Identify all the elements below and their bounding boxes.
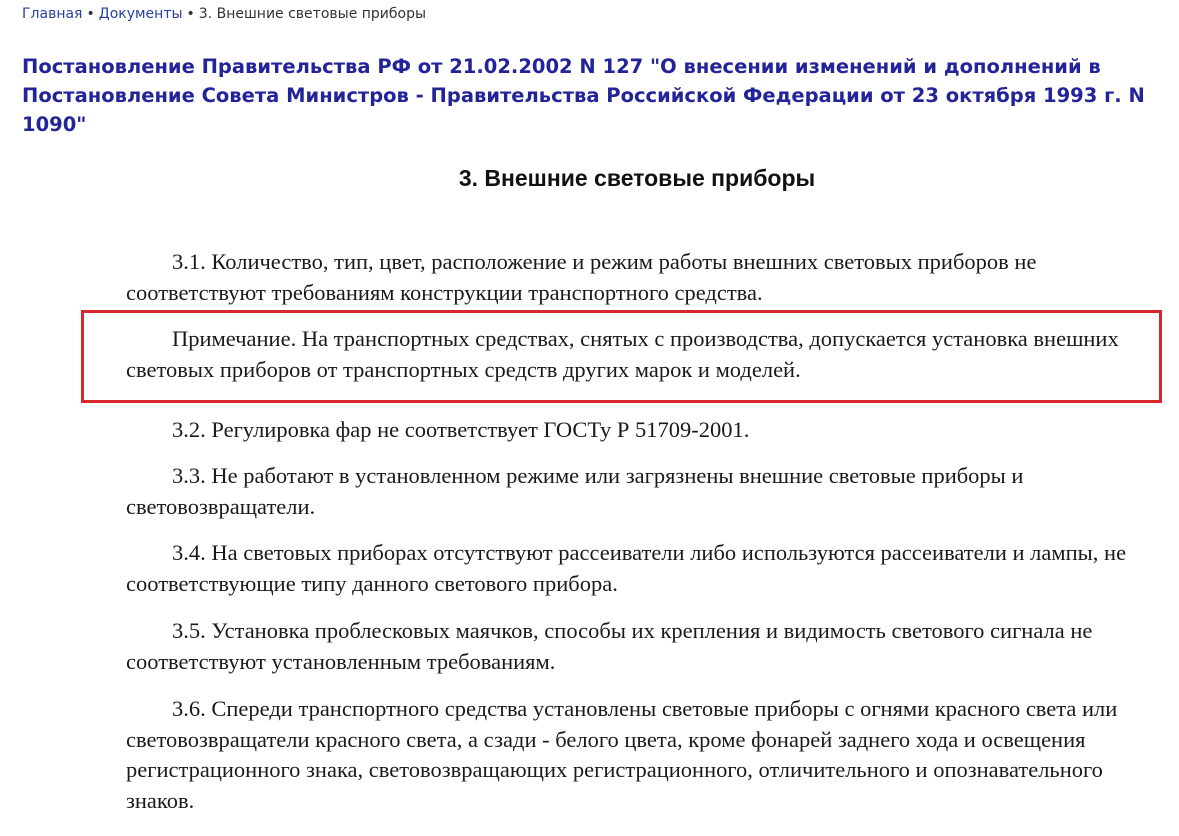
- paragraph-3-1: 3.1. Количество, тип, цвет, расположение и режим работы внешних световых приборов не соответствуют требованиям конструкции транспортного средства.: [126, 249, 1037, 305]
- breadcrumb-separator: •: [186, 6, 195, 22]
- paragraph-note: Примечание. На транспортных средствах, снятых с производства, допускается установка внешних световых приборов от транспортных средств других марок и моделей.: [126, 326, 1119, 382]
- breadcrumb-separator: •: [86, 6, 95, 22]
- breadcrumb-home-link[interactable]: Главная: [22, 6, 83, 22]
- document-title: Постановление Правительства РФ от 21.02.2002 N 127 "О внесении изменений и дополнений в Постановление Совета Министров - Правительства Российской Федерации от 23 октября 1993 г. N 1090": [22, 55, 1145, 136]
- breadcrumb-current: 3. Внешние световые приборы: [198, 6, 427, 22]
- breadcrumb: [22, 6, 426, 22]
- paragraph-3-6: 3.6. Спереди транспортного средства установлены световые приборы с огнями красного света или световозвращатели красного света, а сзади - белого цвета, кроме фонарей заднего хода и освещения регистрационного знака, световозвращающих регистрационного, отличительного и опознавательного знаков.: [126, 696, 1118, 813]
- section-heading: 3. Внешние световые приборы: [458, 165, 816, 191]
- paragraph-3-5: 3.5. Установка проблесковых маячков, способы их крепления и видимость светового сигнала не соответствуют установленным требованиям.: [126, 618, 1093, 674]
- breadcrumb-documents-link[interactable]: Документы: [98, 6, 183, 22]
- paragraph-3-4: 3.4. На световых приборах отсутствуют рассеиватели либо используются рассеиватели и лампы, не соответствующие типу данного светового прибора.: [126, 540, 1127, 596]
- paragraph-3-2: 3.2. Регулировка фар не соответствует ГОСТу Р 51709-2001.: [172, 417, 750, 442]
- paragraph-3-3: 3.3. Не работают в установленном режиме или загрязнены внешние световые приборы и световозвращатели.: [126, 463, 1024, 519]
